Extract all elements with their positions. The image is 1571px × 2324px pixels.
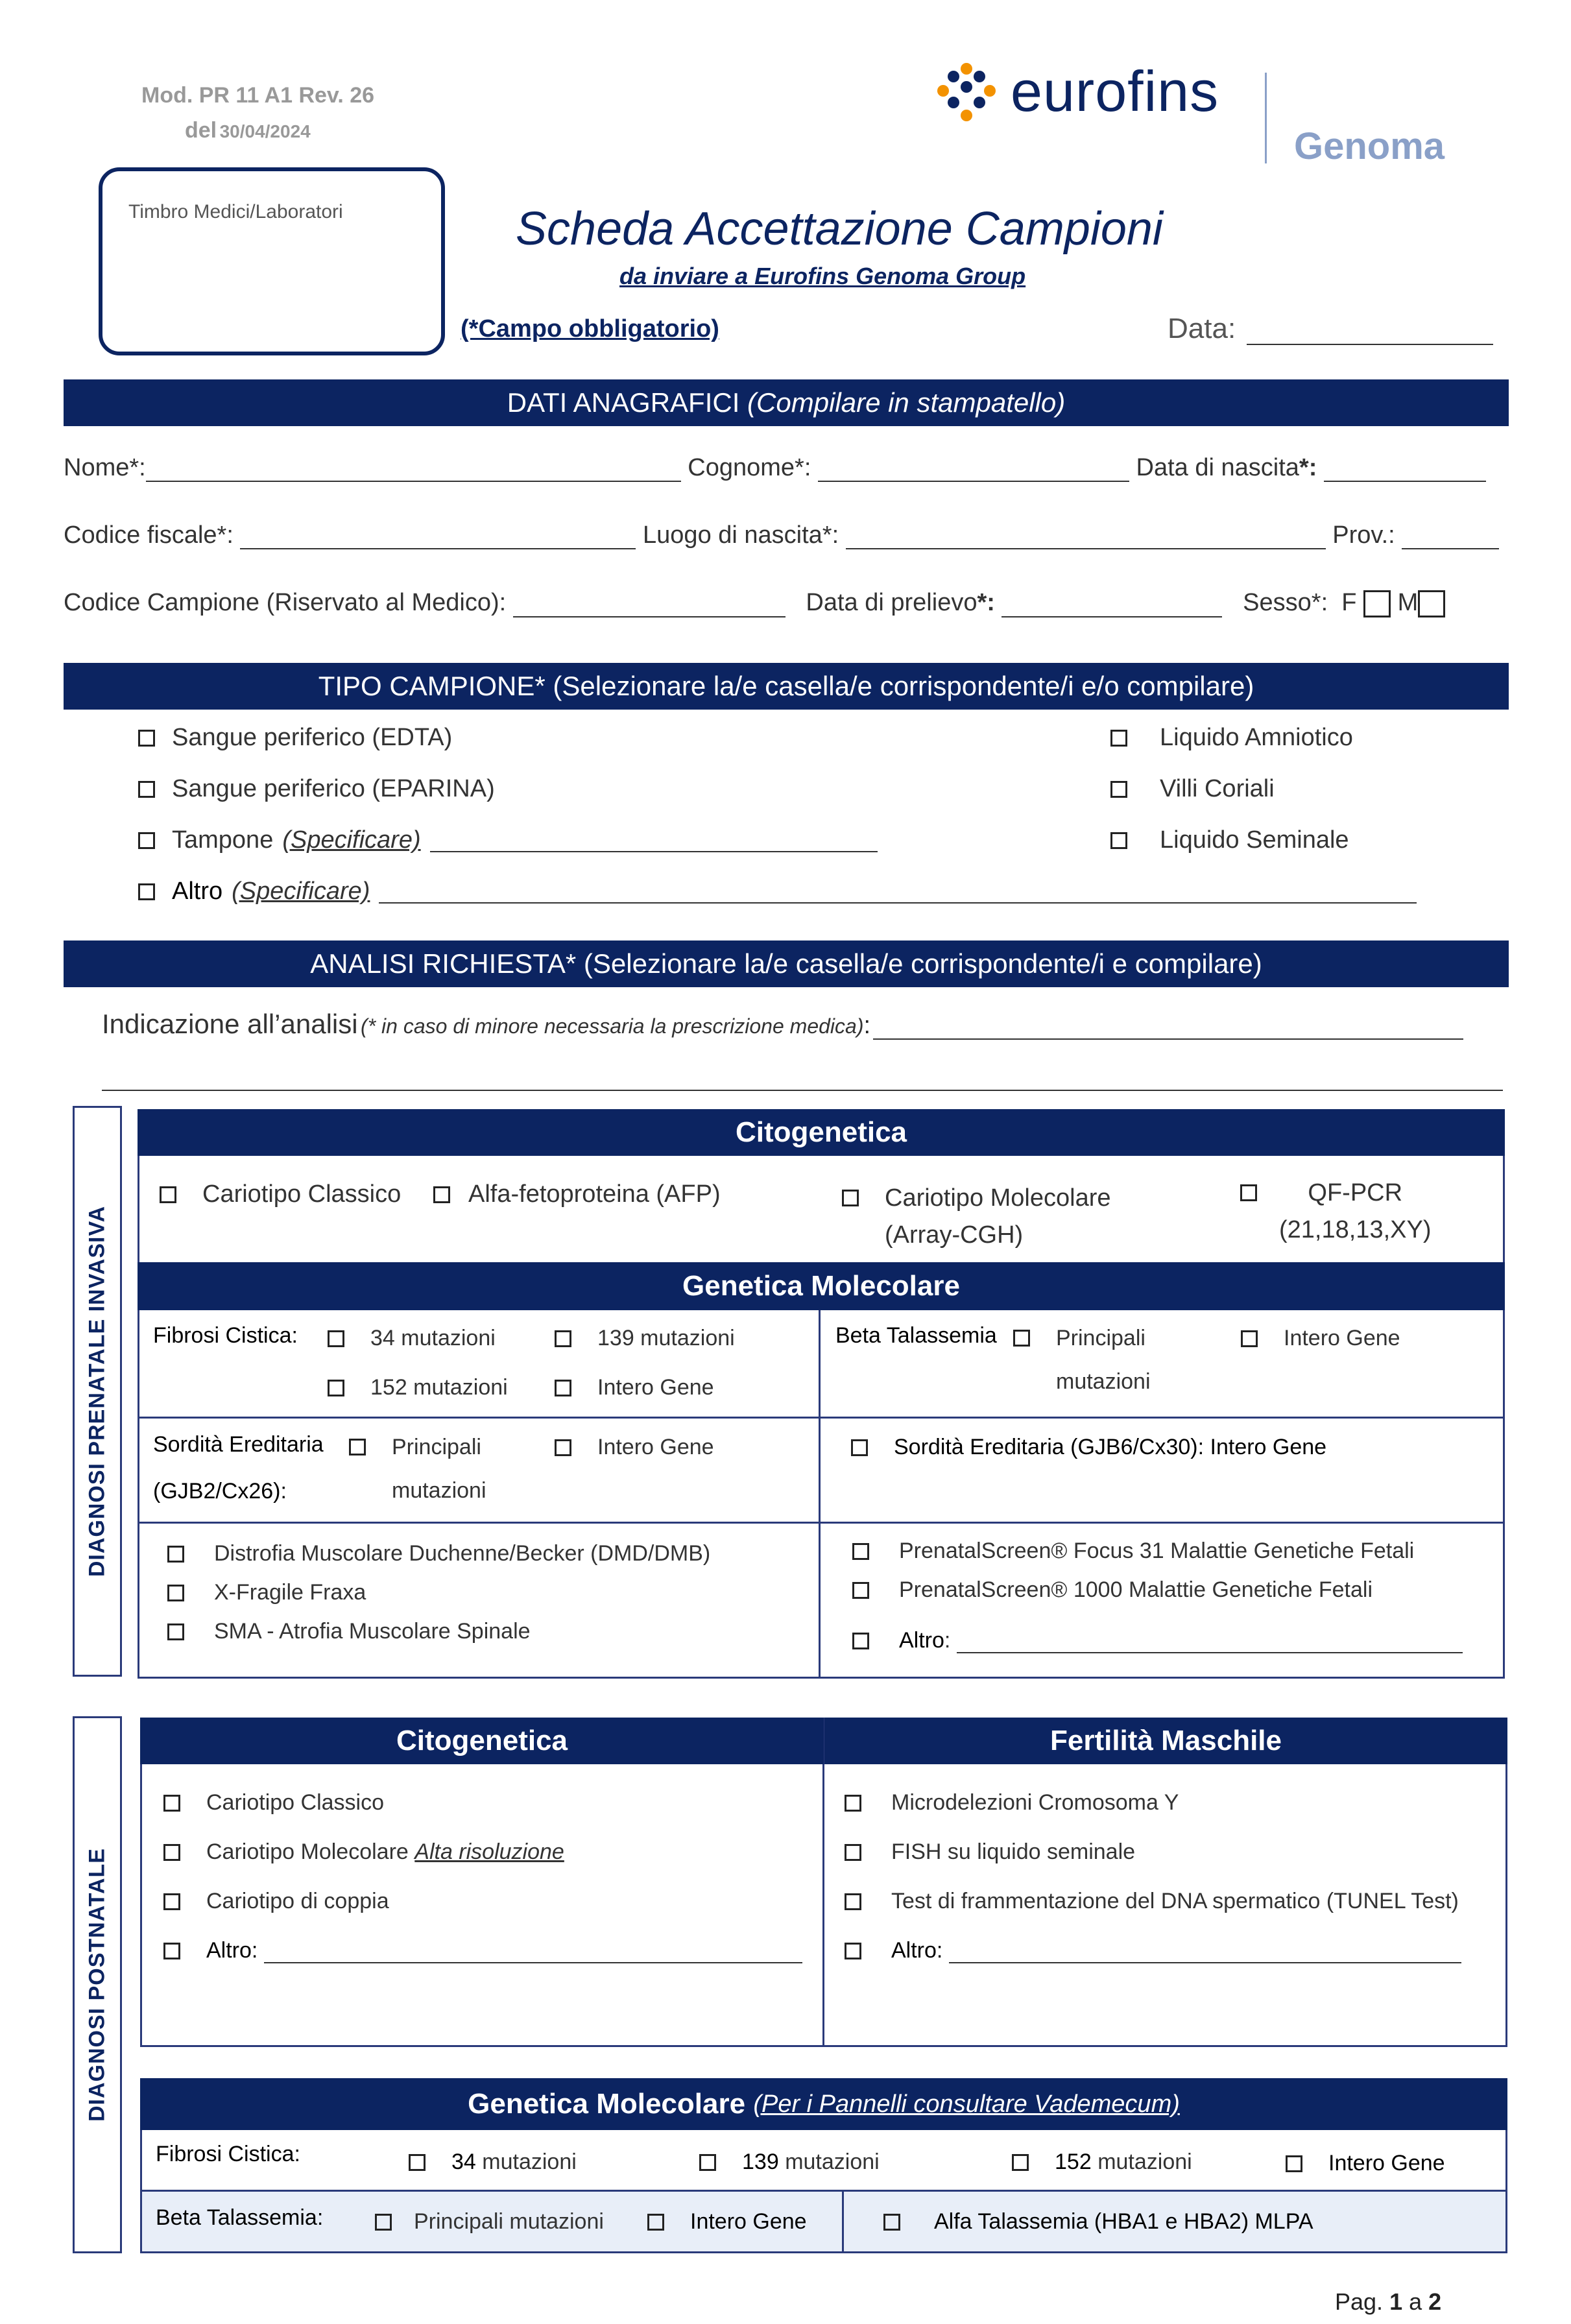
- sesso-label: Sesso*:: [1243, 589, 1328, 616]
- mod-code: Mod. PR 11 A1 Rev. 26: [141, 83, 375, 108]
- post-fc-139-checkbox[interactable]: [699, 2154, 716, 2171]
- pre-afp-checkbox[interactable]: [433, 1186, 450, 1203]
- anagrafici-note: (Compilare in stampatello): [747, 387, 1066, 418]
- post-cariotipo-classico-checkbox[interactable]: [163, 1795, 180, 1812]
- pre-focus31-checkbox[interactable]: [852, 1543, 869, 1560]
- pre-qfpcr-sub: (21,18,13,XY): [1279, 1216, 1432, 1243]
- post-fc-152-label: mutazioni: [1097, 2150, 1192, 2174]
- pre-fc-152-label: 152 mutazioni: [370, 1375, 508, 1400]
- post-fertilita-header: Fertilità Maschile: [824, 1718, 1507, 1764]
- pag-a: a: [1409, 2288, 1422, 2315]
- form-subtitle: da inviare a Eurofins Genoma Group: [619, 263, 1026, 289]
- pre-qfpcr-checkbox[interactable]: [1240, 1184, 1257, 1201]
- post-cariotipo-molecolare-label: Cariotipo Molecolare: [206, 1839, 409, 1864]
- data-nascita-label: Data di nascita: [1136, 454, 1299, 481]
- post-fc-139: [699, 2150, 880, 2175]
- postnatale-side-label: DIAGNOSI POSTNATALE: [73, 1716, 122, 2253]
- pre-dmd-label: Distrofia Muscolare Duchenne/Becker (DMD/DMB): [214, 1541, 711, 1566]
- pre-fibrosi-label: Fibrosi Cistica:: [153, 1323, 298, 1348]
- pre-ps1000: [852, 1577, 1373, 1603]
- luogo-nascita-label: Luogo di nascita*:: [643, 521, 839, 549]
- pre-array-cgh-label: (Array-CGH): [885, 1221, 1024, 1249]
- form-title: Scheda Accettazione Campioni: [516, 203, 1163, 255]
- indicazione-label: Indicazione all’analisi: [102, 1009, 358, 1039]
- post-genmol-title: Genetica Molecolare: [468, 2088, 746, 2120]
- pre-altro-checkbox[interactable]: [852, 1633, 869, 1649]
- seminale-label: Liquido Seminale: [1160, 826, 1349, 854]
- pre-cariotipo-classico: [160, 1180, 401, 1208]
- post-tunel-checkbox[interactable]: [845, 1893, 861, 1910]
- indicazione-line-2[interactable]: [102, 1090, 1503, 1091]
- altro-checkbox[interactable]: [138, 883, 155, 900]
- anagrafici-title: DATI ANAGRAFICI: [507, 387, 740, 418]
- tampone-label: Tampone: [172, 826, 274, 854]
- pre-cariotipo-classico-label: Cariotipo Classico: [202, 1180, 402, 1208]
- prenatale-citogenetica-header: Citogenetica: [138, 1109, 1505, 1156]
- stamp-label: Timbro Medici/Laboratori: [128, 201, 343, 222]
- post-fc-34-checkbox[interactable]: [409, 2154, 426, 2171]
- post-beta-vdivider: [842, 2192, 844, 2251]
- pre-sma: [167, 1619, 531, 1644]
- post-genmol-note: (Per i Pannelli consultare Vademecum): [753, 2090, 1180, 2118]
- pre-sordita-mutazioni-label: mutazioni: [392, 1478, 486, 1503]
- pre-afp: [433, 1180, 721, 1208]
- post-fc-34-num: 34: [451, 2150, 476, 2174]
- stamp-box: [99, 167, 445, 355]
- data-prelievo-label: Data di prelievo: [806, 589, 977, 616]
- post-fc-139-label: mutazioni: [785, 2150, 880, 2174]
- post-cariotipo-classico-label: Cariotipo Classico: [206, 1790, 384, 1815]
- genmol-hline-2: [138, 1522, 1505, 1524]
- mandatory-note: (*Campo obbligatorio): [461, 315, 719, 342]
- post-fc-152-checkbox[interactable]: [1012, 2154, 1029, 2171]
- post-microdelezioni-checkbox[interactable]: [845, 1795, 861, 1812]
- analisi-header: ANALISI RICHIESTA* (Selezionare la/e casella/e corrispondente/i e compilare): [64, 940, 1509, 987]
- edta-label: Sangue periferico (EDTA): [172, 724, 453, 751]
- post-beta-principali-label: Principali mutazioni: [414, 2209, 604, 2234]
- date-label: Data:: [1168, 313, 1236, 344]
- logo-divider: [1265, 73, 1267, 163]
- row-codice-fiscale: [64, 521, 1499, 549]
- page-number: [1335, 2288, 1441, 2316]
- post-fert-altro: [845, 1938, 1461, 1963]
- post-fc-intero: [1286, 2151, 1445, 2176]
- pre-altro-label: Altro: [899, 1628, 944, 1653]
- edta-checkbox[interactable]: [138, 730, 155, 747]
- pre-fc-intero: [555, 1375, 714, 1400]
- pre-ps1000-checkbox[interactable]: [852, 1582, 869, 1599]
- pre-focus31-label: PrenatalScreen® Focus 31 Malattie Genetiche Fetali: [899, 1539, 1415, 1563]
- pre-sordita-intero-checkbox[interactable]: [555, 1439, 571, 1456]
- pag-label: Pag.: [1335, 2288, 1384, 2315]
- post-fert-altro-checkbox[interactable]: [845, 1943, 861, 1959]
- post-fish-label: FISH su liquido seminale: [891, 1839, 1136, 1864]
- indicazione-colon: :: [863, 1012, 871, 1039]
- logo-dots-icon: [934, 61, 999, 126]
- pre-sordita-principali: [349, 1435, 486, 1503]
- date-field[interactable]: [1168, 313, 1493, 345]
- pag-total: 2: [1428, 2288, 1442, 2315]
- pre-beta-mutazioni-label: mutazioni: [1056, 1369, 1151, 1394]
- pre-fc-152: [328, 1375, 508, 1400]
- post-beta-principali: [375, 2209, 604, 2234]
- pre-sordita-intero-label: Intero Gene: [597, 1435, 714, 1459]
- pre-cariotipo-molecolare: [842, 1184, 1111, 1249]
- post-alfa-checkbox[interactable]: [883, 2214, 900, 2231]
- genmol-hline-1: [138, 1417, 1505, 1419]
- post-cariotipo-coppia-label: Cariotipo di coppia: [206, 1889, 389, 1913]
- post-genmol-header: [140, 2078, 1507, 2130]
- cognome-label: Cognome*:: [688, 454, 811, 481]
- del-date: 30/04/2024: [219, 121, 311, 141]
- prenatale-side-label: DIAGNOSI PRENATALE INVASIVA: [73, 1106, 122, 1677]
- post-microdelezioni: [845, 1790, 1179, 1815]
- tipo-seminale: [1110, 826, 1349, 854]
- pre-fraxa-label: X-Fragile Fraxa: [214, 1580, 366, 1605]
- codice-fiscale-input[interactable]: [240, 526, 636, 549]
- sesso-f-checkbox[interactable]: [1363, 590, 1391, 617]
- tampone-checkbox[interactable]: [138, 832, 155, 849]
- pre-altro-input[interactable]: [957, 1630, 1463, 1653]
- post-fc-34: [409, 2150, 577, 2175]
- pre-fc-139-label: 139 mutazioni: [597, 1326, 735, 1350]
- post-fish: [845, 1839, 1135, 1865]
- pre-qfpcr-label: QF-PCR: [1308, 1179, 1403, 1206]
- tipo-eparina: [138, 775, 495, 803]
- pre-fc-152-checkbox[interactable]: [328, 1380, 344, 1396]
- eparina-checkbox[interactable]: [138, 781, 155, 798]
- post-fc-intero-checkbox[interactable]: [1286, 2155, 1302, 2172]
- pre-altro: Altro:: [852, 1628, 1463, 1653]
- pre-gjb2-label: (GJB2/Cx26):: [153, 1479, 287, 1503]
- pre-sordita2-checkbox[interactable]: [851, 1439, 868, 1456]
- nome-input[interactable]: [146, 459, 681, 482]
- pag-current: 1: [1389, 2288, 1403, 2315]
- pre-ps1000-label: PrenatalScreen® 1000 Malattie Genetiche Fetali: [899, 1577, 1373, 1602]
- tipo-altro: [138, 878, 1417, 905]
- pre-sordita-intero: [555, 1435, 714, 1460]
- prenatale-genmol-header: Genetica Molecolare: [138, 1262, 1505, 1310]
- tipo-villi: [1110, 775, 1275, 803]
- post-beta-intero: [647, 2209, 807, 2234]
- pre-dmd-checkbox[interactable]: [167, 1546, 184, 1563]
- indicazione-input[interactable]: [873, 1016, 1463, 1040]
- pre-sma-label: SMA - Atrofia Muscolare Spinale: [214, 1619, 531, 1644]
- post-fc-152-num: 152: [1055, 2150, 1092, 2174]
- post-fc-152: [1012, 2150, 1192, 2175]
- amniotico-label: Liquido Amniotico: [1160, 724, 1353, 751]
- row-nome: [64, 454, 1486, 482]
- post-beta-label: Beta Talassemia:: [156, 2205, 324, 2230]
- villi-label: Villi Coriali: [1160, 775, 1275, 802]
- amniotico-checkbox[interactable]: [1110, 730, 1127, 747]
- row-codice-campione: [64, 589, 1445, 617]
- data-nascita-star: *:: [1299, 454, 1317, 481]
- pre-qfpcr: [1240, 1179, 1431, 1244]
- pre-beta-principali: [1013, 1326, 1151, 1395]
- pre-beta-label: Beta Talassemia: [835, 1323, 997, 1348]
- pre-sordita-principali-checkbox[interactable]: [349, 1439, 366, 1455]
- post-cariotipo-coppia: [163, 1889, 389, 1914]
- cognome-input[interactable]: [818, 459, 1129, 482]
- luogo-nascita-input[interactable]: [846, 526, 1326, 549]
- post-beta-principali-checkbox[interactable]: [375, 2214, 392, 2231]
- post-tunel-label: Test di frammentazione del DNA spermatico (TUNEL Test): [891, 1889, 1459, 1913]
- sesso-m-checkbox[interactable]: [1418, 590, 1445, 617]
- pre-sordita-label: Sordità Ereditaria: [153, 1432, 324, 1457]
- pre-beta-intero: [1241, 1326, 1400, 1351]
- codice-campione-label: Codice Campione (Riservato al Medico):: [64, 589, 507, 616]
- post-citogenetica-header: Citogenetica: [140, 1718, 824, 1764]
- post-cariotipo-coppia-checkbox[interactable]: [163, 1893, 180, 1910]
- pre-fc-intero-label: Intero Gene: [597, 1375, 714, 1400]
- pre-beta-principali-label: Principali: [1056, 1326, 1145, 1350]
- post-tunel: [845, 1889, 1459, 1914]
- sesso-f-label: F: [1341, 589, 1357, 616]
- pre-focus31: [852, 1539, 1414, 1564]
- post-fert-altro-input[interactable]: [949, 1940, 1461, 1963]
- post-cito-altro-input[interactable]: [264, 1940, 802, 1963]
- post-cariotipo-classico: [163, 1790, 384, 1815]
- pre-fc-34: [328, 1326, 496, 1351]
- post-alfa: [883, 2209, 1313, 2234]
- indicazione-row: [102, 1009, 1463, 1040]
- post-fish-checkbox[interactable]: [845, 1844, 861, 1861]
- prov-input[interactable]: [1402, 526, 1499, 549]
- pre-fraxa-checkbox[interactable]: [167, 1585, 184, 1601]
- seminale-checkbox[interactable]: [1110, 832, 1127, 849]
- nome-label: Nome*:: [64, 454, 146, 481]
- pre-fc-139-checkbox[interactable]: [555, 1330, 571, 1347]
- pre-sordita2-label: Sordità Ereditaria (GJB6/Cx30): Intero Gene: [894, 1435, 1327, 1459]
- eparina-label: Sangue periferico (EPARINA): [172, 775, 495, 802]
- post-cariotipo-molecolare: [163, 1839, 564, 1865]
- post-alfa-label: Alfa Talassemia (HBA1 e HBA2) MLPA: [934, 2209, 1313, 2234]
- altro-input[interactable]: [379, 880, 1417, 904]
- tipo-campione-header: TIPO CAMPIONE* (Selezionare la/e casella/e corrispondente/i e/o compilare): [64, 663, 1509, 710]
- prov-label: Prov.:: [1332, 521, 1395, 549]
- pre-sordita-principali-label: Principali: [392, 1435, 481, 1459]
- pre-fc-139: [555, 1326, 735, 1351]
- post-cariotipo-molecolare-checkbox[interactable]: [163, 1844, 180, 1861]
- pre-cariotipo-molecolare-checkbox[interactable]: [842, 1190, 859, 1206]
- logo-genoma: Genoma: [1294, 125, 1445, 167]
- post-fc-34-label: mutazioni: [482, 2150, 577, 2174]
- prenatale-genmol-box: [138, 1262, 1505, 1679]
- pre-fc-intero-checkbox[interactable]: [555, 1380, 571, 1396]
- codice-fiscale-label: Codice fiscale*:: [64, 521, 234, 549]
- post-beta-intero-checkbox[interactable]: [647, 2214, 664, 2231]
- post-alta-risoluzione: Alta risoluzione: [414, 1839, 564, 1864]
- tipo-edta: [138, 724, 452, 752]
- pre-fraxa: [167, 1580, 366, 1605]
- post-cito-altro-checkbox[interactable]: [163, 1943, 180, 1959]
- tampone-input[interactable]: [430, 829, 878, 852]
- post-cito-altro: [163, 1938, 802, 1963]
- altro-specificare: (Specificare): [232, 878, 370, 905]
- pre-dmd: [167, 1541, 710, 1566]
- post-fibrosi-label: Fibrosi Cistica:: [156, 2142, 300, 2166]
- pre-cariotipo-classico-checkbox[interactable]: [160, 1186, 176, 1203]
- post-fert-altro-label: Altro:: [891, 1938, 943, 1963]
- pre-sma-checkbox[interactable]: [167, 1623, 184, 1640]
- date-line[interactable]: [1247, 322, 1493, 345]
- pre-beta-principali-checkbox[interactable]: [1013, 1330, 1030, 1347]
- data-prelievo-star: *:: [977, 589, 995, 616]
- codice-campione-input[interactable]: [513, 594, 786, 617]
- del-word: del: [185, 118, 217, 143]
- pre-fc-34-checkbox[interactable]: [328, 1330, 344, 1347]
- logo-text: eurofins: [1011, 59, 1219, 123]
- anagrafici-header: [64, 379, 1509, 426]
- pre-beta-intero-label: Intero Gene: [1284, 1326, 1400, 1350]
- pre-fc-34-label: 34 mutazioni: [370, 1326, 496, 1350]
- tampone-specificare: (Specificare): [282, 826, 421, 854]
- sesso-m-label: M: [1397, 589, 1419, 616]
- pre-beta-intero-checkbox[interactable]: [1241, 1330, 1258, 1347]
- indicazione-note: (* in caso di minore necessaria la prescrizione medica): [361, 1014, 864, 1038]
- pre-cariotipo-molecolare-label: Cariotipo Molecolare: [885, 1184, 1111, 1212]
- post-fc-139-num: 139: [742, 2150, 779, 2174]
- post-beta-intero-label: Intero Gene: [690, 2209, 807, 2234]
- villi-checkbox[interactable]: [1110, 781, 1127, 798]
- data-nascita-input[interactable]: [1324, 459, 1486, 482]
- post-microdelezioni-label: Microdelezioni Cromosoma Y: [891, 1790, 1179, 1815]
- revision-date: [185, 118, 311, 143]
- tipo-tampone: [138, 826, 878, 854]
- post-cito-altro-label: Altro:: [206, 1938, 258, 1963]
- pre-sordita2: [851, 1435, 1326, 1460]
- pre-afp-label: Alfa-fetoproteina (AFP): [468, 1180, 721, 1208]
- altro-label: Altro: [172, 878, 223, 905]
- data-prelievo-input[interactable]: [1001, 594, 1222, 617]
- tipo-amniotico: [1110, 724, 1353, 752]
- post-cito-vdivider: [822, 1718, 824, 2047]
- post-fc-intero-label: Intero Gene: [1328, 2151, 1445, 2175]
- genmol-vdivider: [819, 1310, 821, 1679]
